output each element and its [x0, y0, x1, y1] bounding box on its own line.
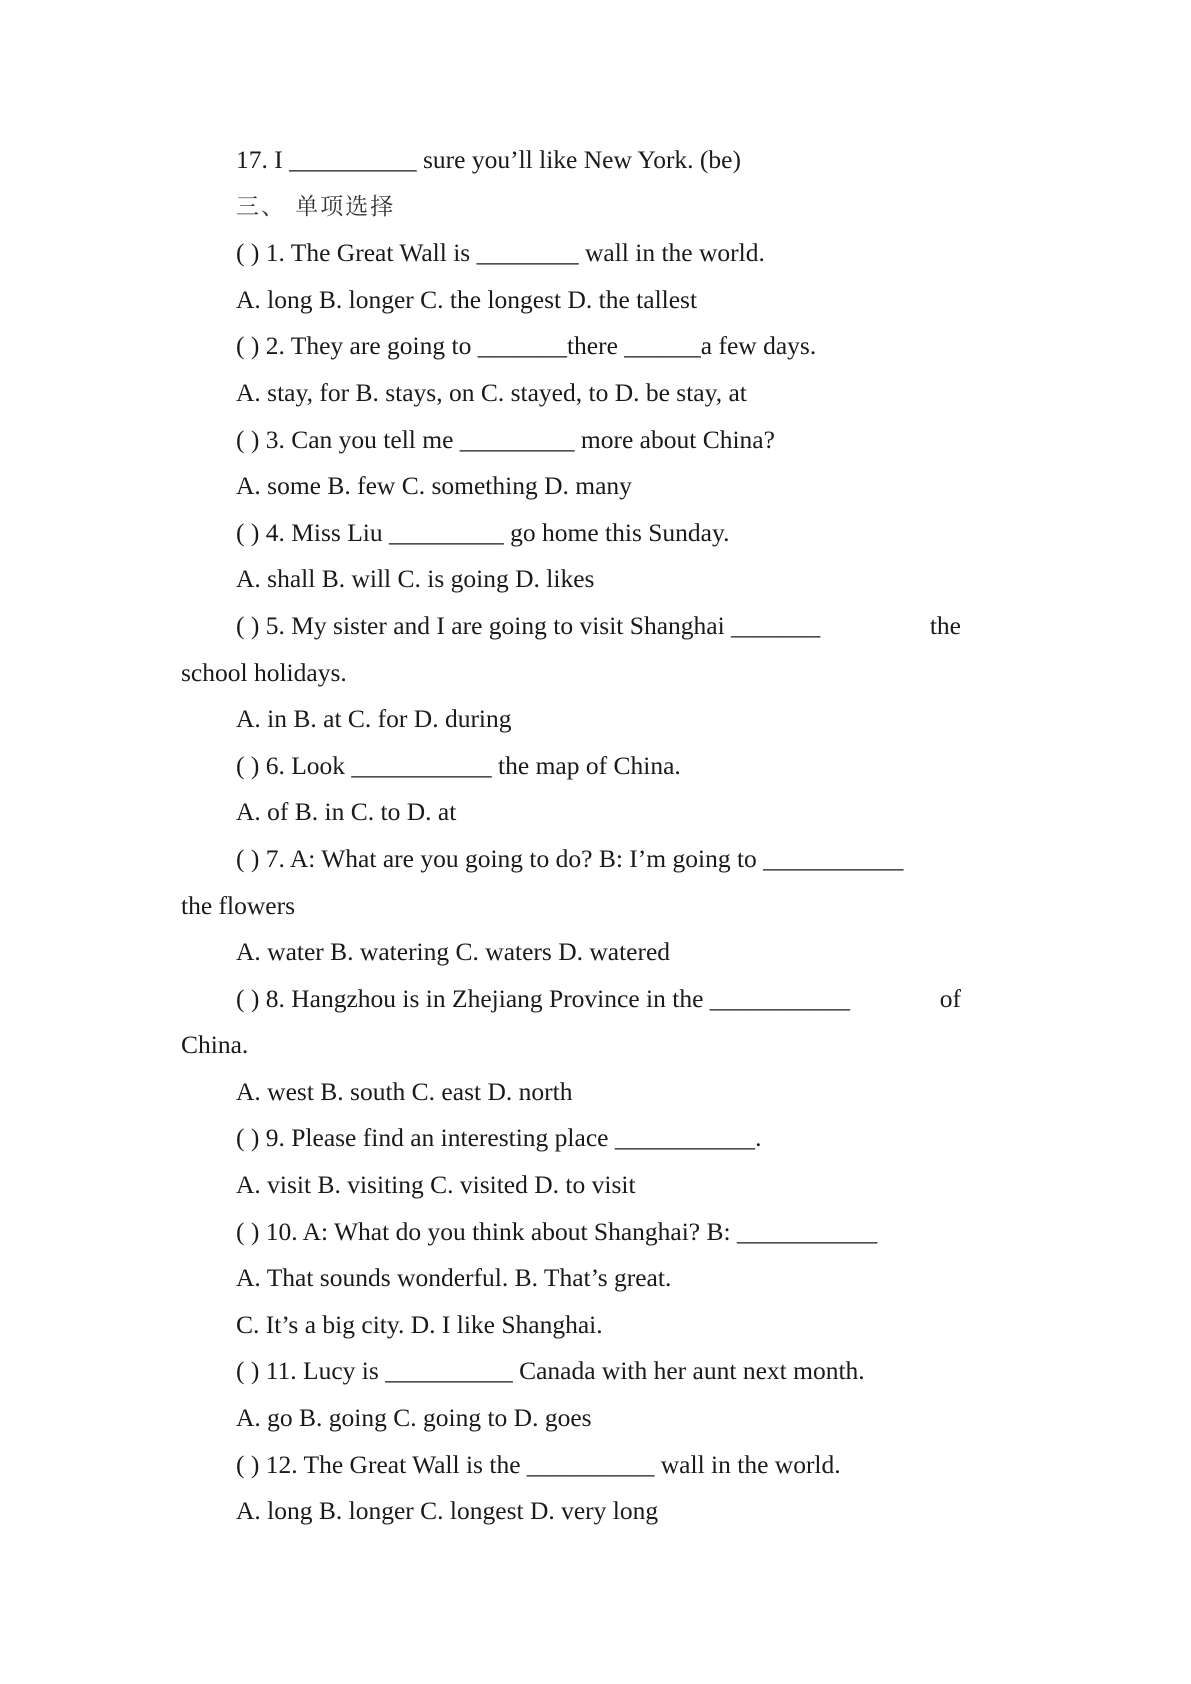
question-8-continued: China.: [181, 1030, 249, 1060]
options-6: A. of B. in C. to D. at: [236, 797, 457, 827]
options-2: A. stay, for B. stays, on C. stayed, to D. be stay, at: [236, 377, 747, 407]
question-7-continued: the flowers: [181, 890, 296, 920]
question-5-text: ( ) 5. My sister and I are going to visit Shanghai _______: [236, 610, 821, 640]
question-6: ( ) 6. Look ___________ the map of China.: [236, 750, 681, 780]
options-7: A. water B. watering C. waters D. watered: [236, 937, 671, 967]
options-1: A. long B. longer C. the longest D. the tallest: [236, 284, 698, 314]
question-5: [181, 603, 961, 650]
question-5-end: the: [929, 610, 961, 640]
question-8: [181, 976, 961, 1023]
options-10-b: C. It’s a big city. D. I like Shanghai.: [236, 1309, 603, 1339]
options-4: A. shall B. will C. is going D. likes: [236, 564, 595, 594]
question-10: ( ) 10. A: What do you think about Shanghai? B: ___________: [236, 1216, 878, 1246]
options-12: A. long B. longer C. longest D. very long: [236, 1496, 659, 1526]
question-2: ( ) 2. They are going to _______there ______a few days.: [236, 331, 817, 361]
options-8: A. west B. south C. east D. north: [236, 1076, 573, 1106]
question-3: ( ) 3. Can you tell me _________ more about China?: [236, 424, 775, 454]
question-1: ( ) 1. The Great Wall is ________ wall in the world.: [236, 238, 765, 268]
options-5: A. in B. at C. for D. during: [236, 704, 512, 734]
options-10-a: A. That sounds wonderful. B. That’s great.: [236, 1263, 672, 1293]
worksheet-page: [181, 137, 961, 1535]
question-5-continued: school holidays.: [181, 657, 347, 687]
options-3: A. some B. few C. something D. many: [236, 471, 632, 501]
question-11: ( ) 11. Lucy is __________ Canada with her aunt next month.: [236, 1356, 865, 1386]
question-7: ( ) 7. A: What are you going to do? B: I’m going to ___________: [236, 843, 904, 873]
question-8-text: ( ) 8. Hangzhou is in Zhejiang Province in the ___________: [236, 983, 851, 1013]
question-17: 17. I __________ sure you’ll like New York. (be): [236, 145, 741, 174]
options-11: A. go B. going C. going to D. goes: [236, 1403, 592, 1433]
question-8-end: of: [939, 983, 961, 1013]
question-4: ( ) 4. Miss Liu _________ go home this Sunday.: [236, 517, 730, 547]
options-9: A. visit B. visiting C. visited D. to visit: [236, 1170, 636, 1200]
question-12: ( ) 12. The Great Wall is the __________ wall in the world.: [236, 1449, 841, 1479]
section-heading: 三、 单项选择: [236, 193, 396, 220]
question-9: ( ) 9. Please find an interesting place ___________.: [236, 1123, 762, 1153]
